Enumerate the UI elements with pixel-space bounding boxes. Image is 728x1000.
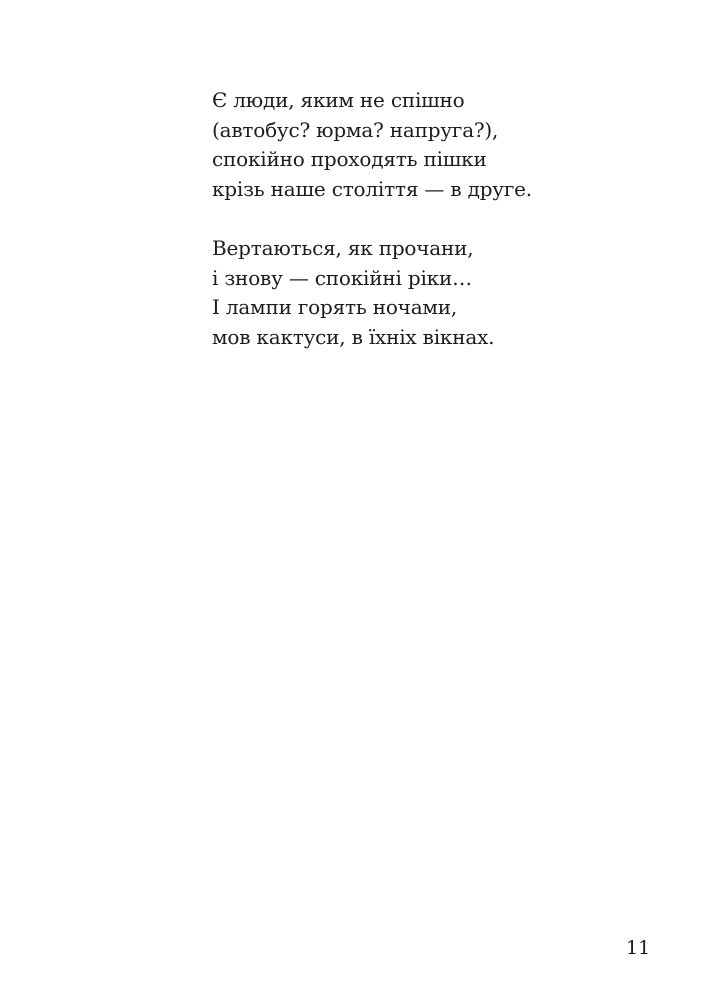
poem-line: Є люди, яким не спішно <box>212 88 465 112</box>
poem <box>212 86 532 382</box>
poem-line: і знову — спокійні ріки… <box>212 265 472 290</box>
poem-line: крізь наше століття — в друге. <box>212 176 532 201</box>
poem-line: спокійно проходять пішки <box>212 147 487 171</box>
stanza-2 <box>212 234 532 352</box>
poem-line: І лампи горять ночами, <box>212 295 458 319</box>
poem-line: (автобус? юрма? напруга?), <box>212 117 499 142</box>
poem-line: мов кактуси, в їхніх вікнах. <box>212 324 495 349</box>
stanza-1 <box>212 86 532 204</box>
page-number: 11 <box>626 937 651 959</box>
poem-line: Вертаються, як прочани, <box>212 236 474 260</box>
